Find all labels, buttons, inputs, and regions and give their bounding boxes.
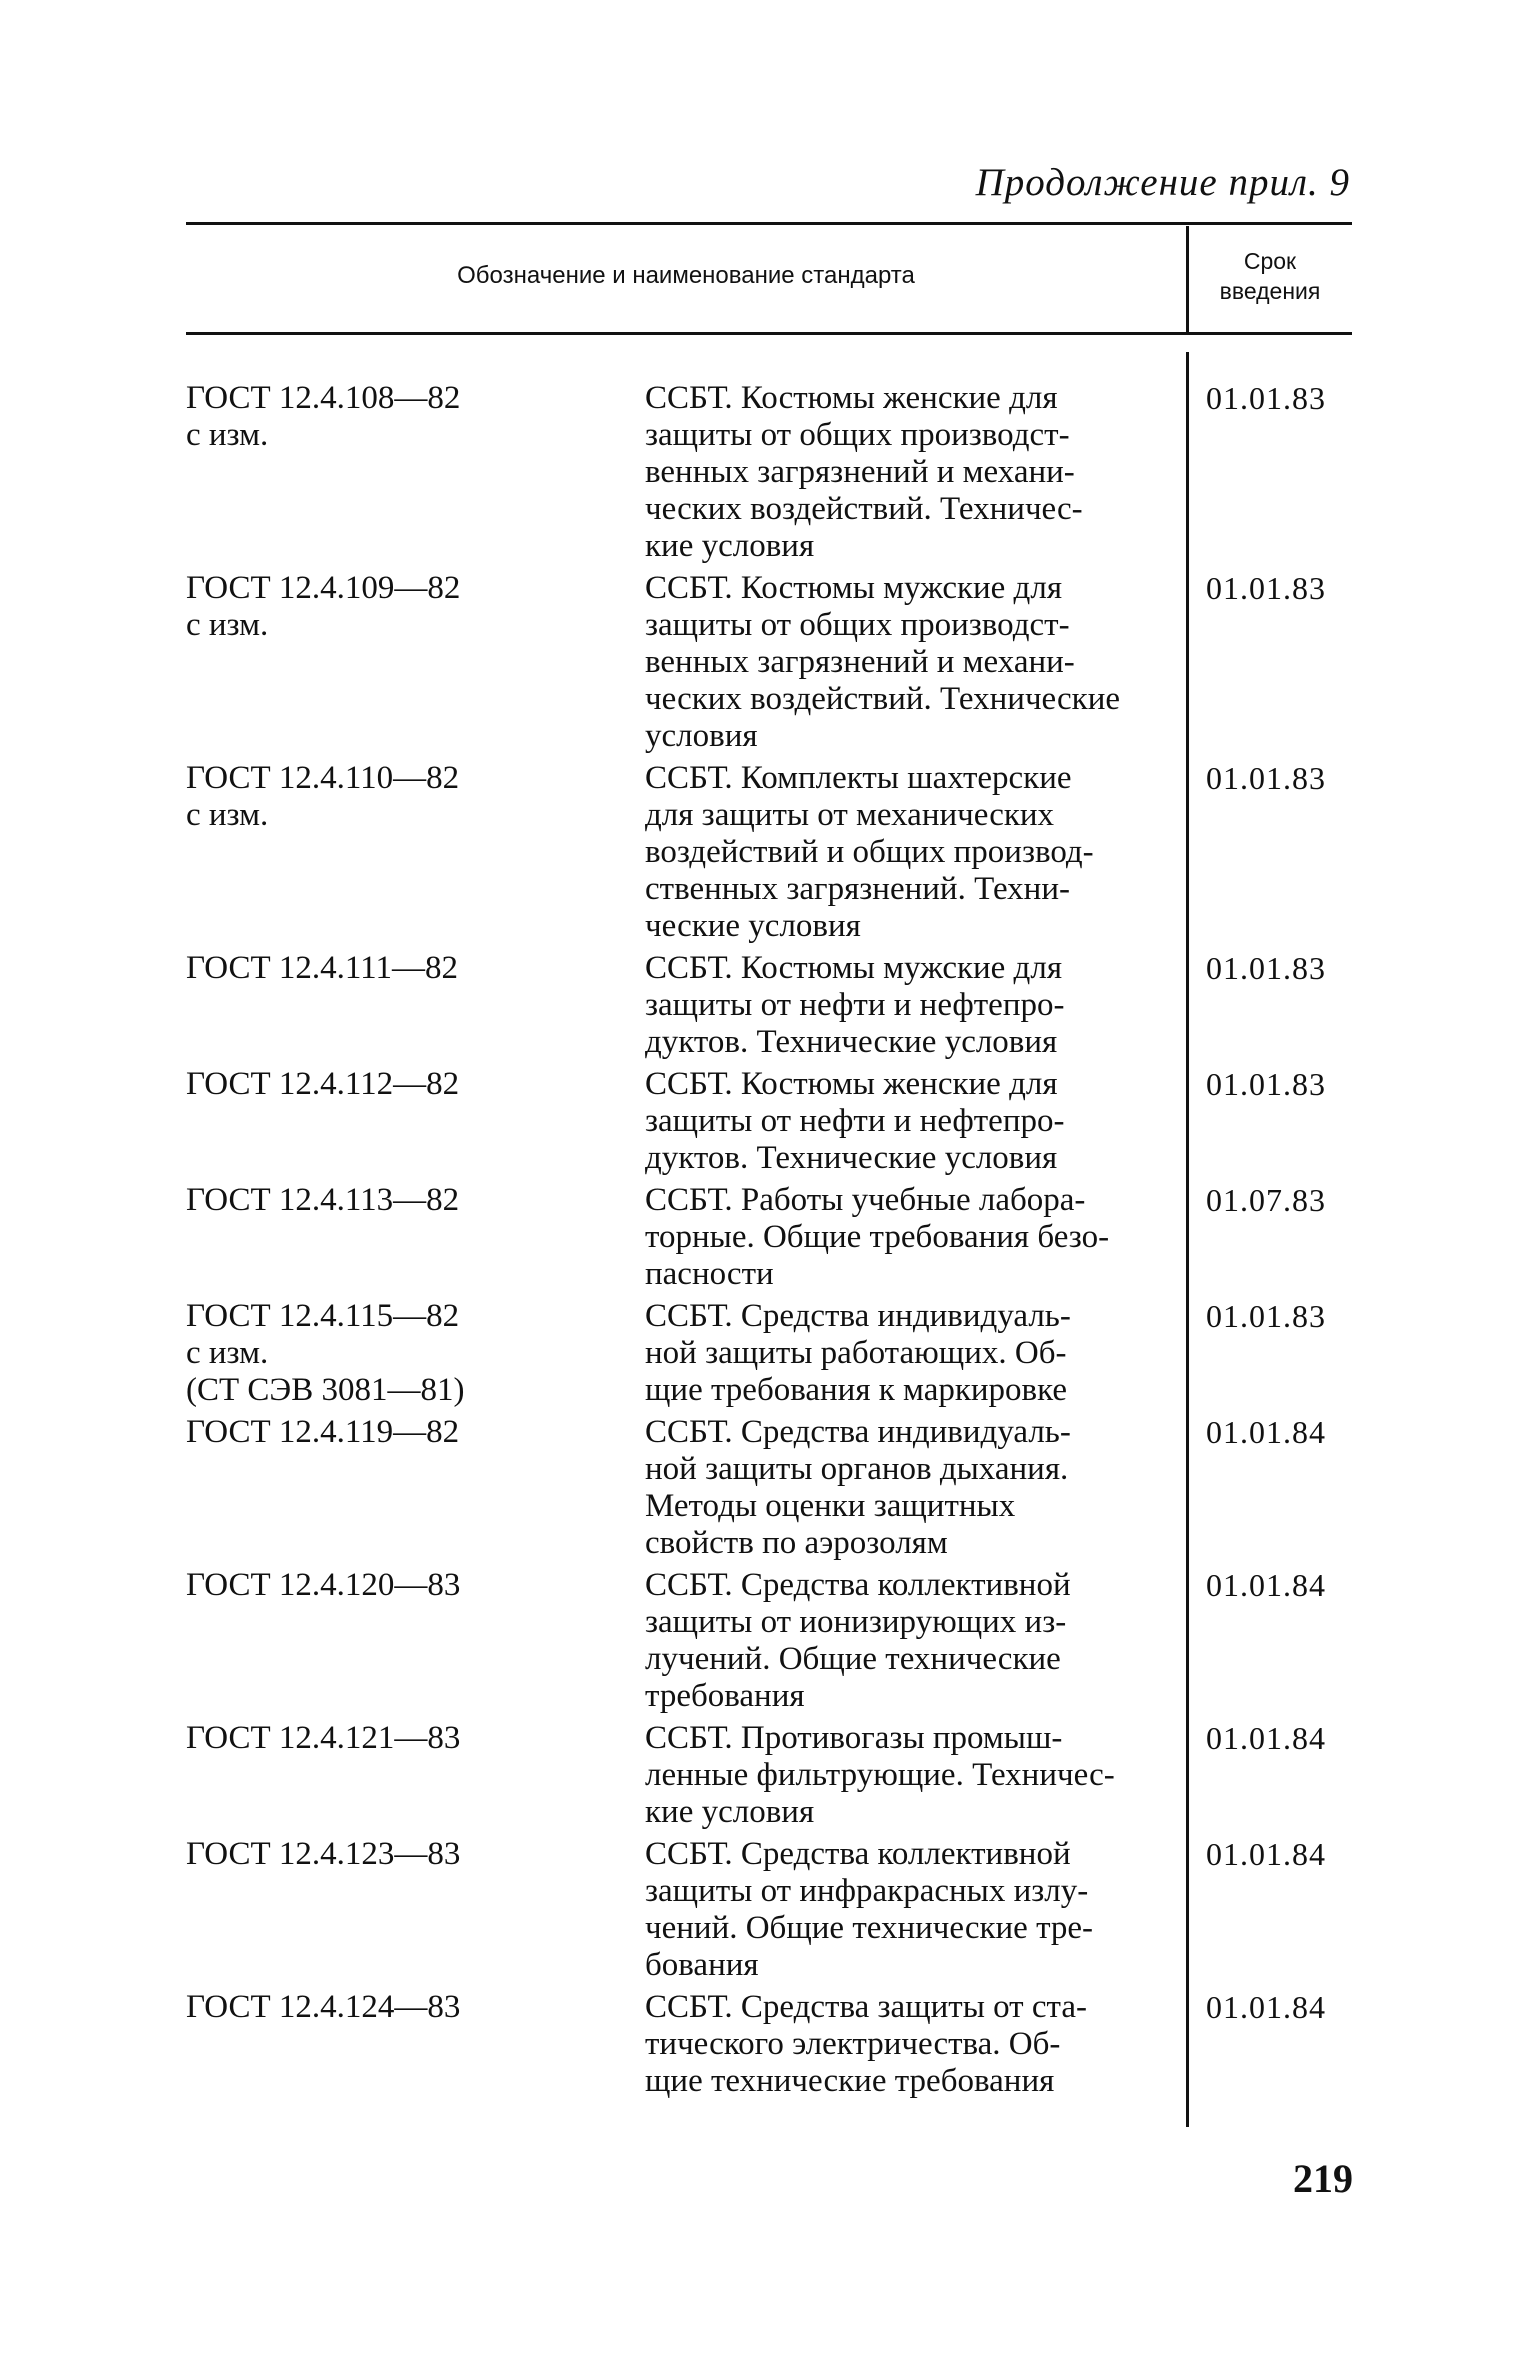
effective-date: 01.01.83 [1206,760,1326,796]
description-line: ческих воздействий. Техничес- [645,491,1083,527]
effective-date: 01.01.84 [1206,1720,1326,1756]
standard-description [645,1414,1175,1562]
description-line: свойств по аэрозолям [645,1525,948,1561]
description-line: ной защиты органов дыхания. [645,1451,1069,1487]
description-line: щие технические требования [645,2063,1055,2099]
column-header-date-line1: Срок [1243,248,1297,274]
standard-code [186,950,616,987]
description-line: защиты от инфракрасных излу- [645,1873,1089,1909]
standard-description [645,1720,1175,1831]
continuation-heading: Продолжение прил. 9 [975,161,1350,204]
column-header-name: Обозначение и наименование стандарта [457,262,915,289]
table-row [186,1567,1356,1715]
standard-code-line: с изм. [186,417,269,453]
description-line: лучений. Общие технические [645,1641,1061,1677]
standard-code-line: ГОСТ 12.4.108—82 [186,380,461,416]
description-line: защиты от нефти и нефтепро- [645,1103,1065,1139]
column-header-date [1190,246,1350,306]
standard-code-line: ГОСТ 12.4.123—83 [186,1836,461,1872]
standard-code [186,1298,616,1409]
description-line: ССБТ. Работы учебные лабора- [645,1182,1086,1218]
description-line: ССБТ. Средства коллективной [645,1836,1071,1872]
standard-code [186,1567,616,1604]
standard-code-line: с изм. [186,797,269,833]
standard-description [645,760,1175,945]
page-number: 219 [1293,2156,1353,2201]
description-line: для защиты от механических [645,797,1055,833]
table-row [186,380,1356,565]
effective-date: 01.01.83 [1206,950,1326,986]
standard-description [645,1567,1175,1715]
effective-date: 01.01.83 [1206,1298,1326,1334]
description-line: чений. Общие технические тре- [645,1910,1094,1946]
effective-date: 01.01.84 [1206,1567,1326,1603]
standard-code-line: ГОСТ 12.4.111—82 [186,950,458,986]
standard-code [186,1182,616,1219]
effective-date: 01.07.83 [1206,1182,1326,1218]
standard-code-line: ГОСТ 12.4.120—83 [186,1567,461,1603]
column-header-date-line2: введения [1219,278,1321,304]
effective-date: 01.01.83 [1206,1066,1326,1102]
standard-code-line: (СТ СЭВ 3081—81) [186,1372,465,1408]
standard-code [186,1414,616,1451]
header-bottom-rule [186,332,1352,335]
table-row [186,1836,1356,1984]
description-line: венных загрязнений и механи- [645,644,1075,680]
description-line: защиты от общих производст- [645,417,1070,453]
standard-description [645,380,1175,565]
standard-description [645,950,1175,1061]
effective-date: 01.01.84 [1206,1836,1326,1872]
description-line: условия [645,718,758,754]
description-line: ческих воздействий. Технические [645,681,1121,717]
description-line: воздействий и общих производ- [645,834,1094,870]
description-line: кие условия [645,528,815,564]
standard-description [645,1989,1175,2100]
description-line: венных загрязнений и механи- [645,454,1075,490]
description-line: кие условия [645,1794,815,1830]
description-line: защиты от нефти и нефтепро- [645,987,1065,1023]
column-divider-header [1186,226,1189,332]
description-line: Методы оценки защитных [645,1488,1016,1524]
standard-code-line: ГОСТ 12.4.112—82 [186,1066,460,1102]
description-line: ной защиты работающих. Об- [645,1335,1067,1371]
standard-description [645,1182,1175,1293]
description-line: ССБТ. Костюмы женские для [645,1066,1058,1102]
table-row [186,1414,1356,1562]
standard-description [645,1066,1175,1177]
standard-description [645,570,1175,755]
standard-code-line: ГОСТ 12.4.121—83 [186,1720,461,1756]
description-line: ССБТ. Противогазы промыш- [645,1720,1063,1756]
table-row [186,1182,1356,1293]
standard-code-line: ГОСТ 12.4.115—82 [186,1298,460,1334]
standard-code [186,1836,616,1873]
standard-code [186,1720,616,1757]
standard-code-line: ГОСТ 12.4.119—82 [186,1414,460,1450]
description-line: дуктов. Технические условия [645,1140,1058,1176]
standard-code-line: с изм. [186,607,269,643]
description-line: ССБТ. Средства индивидуаль- [645,1414,1071,1450]
description-line: пасности [645,1256,774,1292]
standard-code-line: ГОСТ 12.4.109—82 [186,570,461,606]
standard-code-line: с изм. [186,1335,269,1371]
standard-code [186,1989,616,2026]
standards-table [186,380,1356,2105]
description-line: бования [645,1947,759,1983]
description-line: ственных загрязнений. Техни- [645,871,1070,907]
description-line: дуктов. Технические условия [645,1024,1058,1060]
standard-code [186,1066,616,1103]
standard-description [645,1298,1175,1409]
description-line: тического электричества. Об- [645,2026,1061,2062]
standard-code-line: ГОСТ 12.4.124—83 [186,1989,461,2025]
description-line: требования [645,1678,805,1714]
description-line: ССБТ. Костюмы мужские для [645,950,1062,986]
description-line: защиты от ионизирующих из- [645,1604,1067,1640]
standard-code-line: ГОСТ 12.4.110—82 [186,760,460,796]
description-line: торные. Общие требования безо- [645,1219,1110,1255]
standard-description [645,1836,1175,1984]
standard-code [186,570,616,644]
description-line: ССБТ. Средства индивидуаль- [645,1298,1071,1334]
effective-date: 01.01.84 [1206,1414,1326,1450]
standard-code [186,380,616,454]
description-line: ССБТ. Средства защиты от ста- [645,1989,1087,2025]
description-line: ческие условия [645,908,861,944]
table-row [186,1989,1356,2100]
standard-code [186,760,616,834]
table-row [186,570,1356,755]
description-line: ССБТ. Костюмы мужские для [645,570,1062,606]
table-row [186,1066,1356,1177]
table-row [186,950,1356,1061]
description-line: ССБТ. Средства коллективной [645,1567,1071,1603]
standard-code-line: ГОСТ 12.4.113—82 [186,1182,460,1218]
table-row [186,1298,1356,1409]
effective-date: 01.01.83 [1206,570,1326,606]
description-line: ленные фильтрующие. Техничес- [645,1757,1115,1793]
table-row [186,1720,1356,1831]
description-line: ССБТ. Костюмы женские для [645,380,1058,416]
header-top-rule [186,222,1352,225]
effective-date: 01.01.84 [1206,1989,1326,2025]
description-line: ССБТ. Комплекты шахтерские [645,760,1072,796]
table-row [186,760,1356,945]
description-line: защиты от общих производст- [645,607,1070,643]
effective-date: 01.01.83 [1206,380,1326,416]
description-line: щие требования к маркировке [645,1372,1067,1408]
